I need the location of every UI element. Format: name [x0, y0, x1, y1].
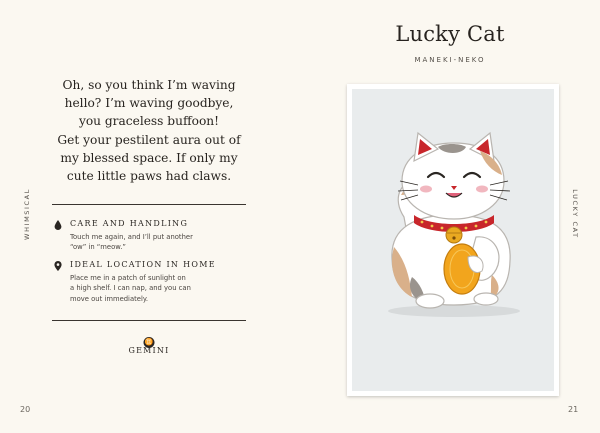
- location-heading: IDEAL LOCATION IN HOME: [70, 260, 216, 269]
- quote-line: cute little paws had claws.: [66, 169, 232, 184]
- left-side-label: WHIMSICAL: [23, 188, 31, 240]
- page-subtitle: MANEKI-NEKO: [414, 56, 486, 64]
- gemini-icon: ♊: [144, 338, 154, 346]
- map-pin-icon: [54, 261, 62, 271]
- care-body: [70, 232, 240, 253]
- quote-line: you graceless buffoon!: [78, 114, 220, 129]
- care-body-line: “ow” in “meow.”: [70, 243, 126, 252]
- water-drop-icon: [54, 220, 62, 230]
- location-body-line: move out immediately.: [70, 294, 149, 303]
- location-body: [70, 273, 240, 304]
- care-heading: CARE AND HANDLING: [70, 219, 189, 228]
- maneki-neko-illustration: [352, 89, 554, 391]
- quote-line: hello? I’m waving goodbye,: [64, 96, 234, 111]
- location-body-line: Place me in a patch of sunlight on: [70, 274, 186, 282]
- divider-top: [52, 204, 246, 205]
- left-page-number: 20: [20, 405, 31, 414]
- divider-bottom: [52, 320, 246, 321]
- care-body-line: Touch me again, and I’ll put another: [70, 233, 193, 241]
- quote-line: Oh, so you think I’m waving: [62, 78, 236, 92]
- page-title: Lucky Cat: [395, 22, 505, 46]
- cat-quote: [52, 76, 246, 185]
- zodiac-sign-name: GEMINI: [128, 346, 170, 355]
- quote-line: Get your pestilent aura out of: [57, 132, 241, 147]
- location-body-line: a high shelf. I can nap, and you can: [70, 284, 191, 293]
- quote-line: my blessed space. If only my: [60, 150, 238, 165]
- right-page-number: 21: [568, 405, 579, 414]
- right-side-label: LUCKY CAT: [571, 189, 579, 239]
